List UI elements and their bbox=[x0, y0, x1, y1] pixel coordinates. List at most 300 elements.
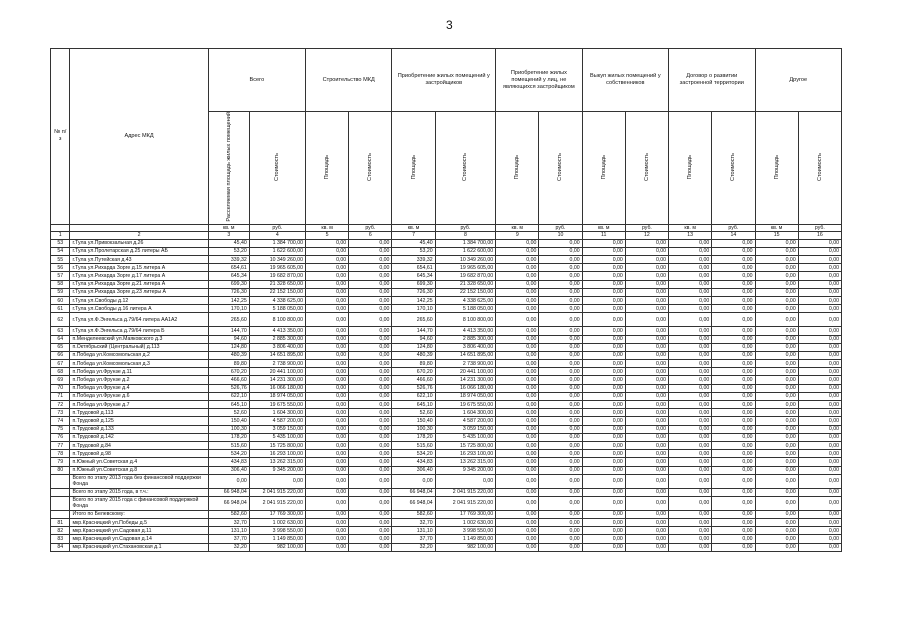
value-cell: 0,00 bbox=[669, 474, 712, 488]
value-cell: 480,39 bbox=[392, 351, 435, 359]
value-cell: 0,00 bbox=[625, 313, 668, 327]
value-cell: 0,00 bbox=[349, 368, 392, 376]
value-cell: 0,00 bbox=[496, 401, 539, 409]
value-cell: 14 651 895,00 bbox=[435, 351, 496, 359]
value-cell: 0,00 bbox=[669, 417, 712, 425]
table-row bbox=[51, 305, 842, 313]
value-cell: 0,00 bbox=[496, 247, 539, 255]
value-cell: 0,00 bbox=[625, 433, 668, 441]
value-cell: 0,00 bbox=[712, 519, 755, 527]
row-address-cell: г.Тула ул.Пролетарская д.25 литеры АБ bbox=[70, 247, 208, 255]
value-cell: 0,00 bbox=[625, 466, 668, 474]
row-number-cell: 61 bbox=[51, 305, 70, 313]
value-cell: 0,00 bbox=[669, 433, 712, 441]
group-header-other: Другое bbox=[755, 49, 842, 112]
col-header-address: Адрес МКД bbox=[70, 49, 208, 225]
value-cell: 2 885 300,00 bbox=[249, 335, 305, 343]
value-cell: 0,00 bbox=[582, 384, 625, 392]
table-row bbox=[51, 441, 842, 449]
value-cell: 15 725 800,00 bbox=[249, 441, 305, 449]
value-cell: 0,00 bbox=[582, 433, 625, 441]
value-cell: 0,00 bbox=[755, 288, 798, 296]
column-number-cell: 2 bbox=[70, 232, 208, 240]
group-header-construction: Строительство МКД bbox=[305, 49, 391, 112]
value-cell: 0,00 bbox=[755, 343, 798, 351]
value-cell: 17 769 300,00 bbox=[249, 510, 305, 518]
value-cell: 14 651 895,00 bbox=[249, 351, 305, 359]
value-cell: 0,00 bbox=[798, 313, 841, 327]
value-cell: 0,00 bbox=[625, 343, 668, 351]
value-cell: 0,00 bbox=[669, 335, 712, 343]
row-number-cell: 69 bbox=[51, 376, 70, 384]
value-cell: 89,80 bbox=[208, 360, 249, 368]
column-number-cell: 13 bbox=[669, 232, 712, 240]
value-cell: 0,00 bbox=[625, 474, 668, 488]
value-cell: 0,00 bbox=[755, 401, 798, 409]
value-cell: 0,00 bbox=[305, 510, 348, 518]
unit-cell: руб. bbox=[435, 224, 496, 232]
value-cell: 0,00 bbox=[669, 384, 712, 392]
value-cell: 2 041 915 220,00 bbox=[249, 496, 305, 510]
table-row bbox=[51, 425, 842, 433]
value-cell: 0,00 bbox=[582, 450, 625, 458]
unit-cell-empty bbox=[51, 224, 70, 232]
row-address-cell: п.Южный ул.Советская д.4 bbox=[70, 458, 208, 466]
value-cell: 0,00 bbox=[582, 280, 625, 288]
value-cell: 0,00 bbox=[625, 417, 668, 425]
table-row bbox=[51, 247, 842, 255]
row-number-cell: 62 bbox=[51, 313, 70, 327]
value-cell: 15 725 800,00 bbox=[435, 441, 496, 449]
value-cell: 339,32 bbox=[208, 256, 249, 264]
value-cell: 0,00 bbox=[798, 288, 841, 296]
value-cell: 1 604 300,00 bbox=[435, 409, 496, 417]
value-cell: 0,00 bbox=[305, 441, 348, 449]
value-cell: 0,00 bbox=[625, 488, 668, 496]
value-cell: 45,40 bbox=[392, 239, 435, 247]
group-header-developer-purchase: Приобретение жилых помещений у застройщиков bbox=[392, 49, 496, 112]
value-cell: 18 974 050,00 bbox=[435, 392, 496, 400]
value-cell: 265,60 bbox=[208, 313, 249, 327]
value-cell: 0,00 bbox=[669, 527, 712, 535]
value-cell: 0,00 bbox=[305, 392, 348, 400]
value-cell: 0,00 bbox=[712, 335, 755, 343]
value-cell: 10 349 260,00 bbox=[249, 256, 305, 264]
value-cell: 699,30 bbox=[392, 280, 435, 288]
value-cell: 0,00 bbox=[712, 239, 755, 247]
row-number-cell: 81 bbox=[51, 519, 70, 527]
row-address-cell: Всего по этапу 2015 года с финансовой поддержкой Фонда bbox=[70, 496, 208, 510]
value-cell: 0,00 bbox=[539, 466, 582, 474]
column-number-cell: 8 bbox=[435, 232, 496, 240]
value-cell: 1 384 700,00 bbox=[435, 239, 496, 247]
table-row bbox=[51, 335, 842, 343]
value-cell: 0,00 bbox=[755, 351, 798, 359]
value-cell: 0,00 bbox=[712, 401, 755, 409]
column-number-cell: 7 bbox=[392, 232, 435, 240]
value-cell: 0,00 bbox=[496, 288, 539, 296]
value-cell: 0,00 bbox=[625, 368, 668, 376]
value-cell: 19 682 870,00 bbox=[249, 272, 305, 280]
header-row-units bbox=[51, 224, 842, 232]
value-cell: 4 587 200,00 bbox=[249, 417, 305, 425]
value-cell: 0,00 bbox=[625, 272, 668, 280]
group-header-nondeveloper-purchase: Приобретение жилых помещений у лиц, не являющихся застройщиком bbox=[496, 49, 582, 112]
value-cell: 0,00 bbox=[798, 264, 841, 272]
row-number-cell bbox=[51, 496, 70, 510]
value-cell: 0,00 bbox=[755, 392, 798, 400]
value-cell: 0,00 bbox=[496, 384, 539, 392]
value-cell: 0,00 bbox=[349, 296, 392, 304]
value-cell: 0,00 bbox=[582, 264, 625, 272]
value-cell: 0,00 bbox=[712, 327, 755, 335]
table-row bbox=[51, 327, 842, 335]
value-cell: 0,00 bbox=[712, 313, 755, 327]
row-number-cell: 72 bbox=[51, 401, 70, 409]
value-cell: 16 066 180,00 bbox=[249, 384, 305, 392]
value-cell: 19 965 605,00 bbox=[249, 264, 305, 272]
value-cell: 0,00 bbox=[582, 409, 625, 417]
table-row bbox=[51, 543, 842, 551]
value-cell: 0,00 bbox=[582, 458, 625, 466]
value-cell: 0,00 bbox=[798, 535, 841, 543]
value-cell: 0,00 bbox=[582, 401, 625, 409]
value-cell: 4 413 350,00 bbox=[435, 327, 496, 335]
value-cell: 0,00 bbox=[712, 296, 755, 304]
row-number-cell: 84 bbox=[51, 543, 70, 551]
value-cell: 14 231 300,00 bbox=[435, 376, 496, 384]
sub-header-label: Стоимость bbox=[730, 152, 737, 181]
value-cell: 0,00 bbox=[496, 376, 539, 384]
value-cell: 0,00 bbox=[305, 288, 348, 296]
value-cell: 5 188 050,00 bbox=[249, 305, 305, 313]
value-cell: 0,00 bbox=[539, 280, 582, 288]
table-row bbox=[51, 280, 842, 288]
value-cell: 0,00 bbox=[625, 496, 668, 510]
value-cell: 0,00 bbox=[208, 474, 249, 488]
value-cell: 0,00 bbox=[755, 368, 798, 376]
value-cell: 0,00 bbox=[349, 510, 392, 518]
value-cell: 16 066 180,00 bbox=[435, 384, 496, 392]
value-cell: 0,00 bbox=[798, 450, 841, 458]
value-cell: 3 806 400,00 bbox=[249, 343, 305, 351]
sub-header-cell bbox=[625, 112, 668, 225]
value-cell: 0,00 bbox=[755, 527, 798, 535]
value-cell: 0,00 bbox=[669, 247, 712, 255]
value-cell: 2 041 915 220,00 bbox=[435, 496, 496, 510]
value-cell: 0,00 bbox=[582, 296, 625, 304]
unit-cell: руб. bbox=[249, 224, 305, 232]
value-cell: 0,00 bbox=[349, 256, 392, 264]
value-cell: 0,00 bbox=[712, 256, 755, 264]
value-cell: 0,00 bbox=[582, 535, 625, 543]
value-cell: 0,00 bbox=[496, 392, 539, 400]
value-cell: 3 998 550,00 bbox=[435, 527, 496, 535]
value-cell: 0,00 bbox=[669, 239, 712, 247]
table-row bbox=[51, 496, 842, 510]
value-cell: 0,00 bbox=[582, 488, 625, 496]
value-cell: 0,00 bbox=[305, 376, 348, 384]
value-cell: 645,34 bbox=[392, 272, 435, 280]
table-row bbox=[51, 368, 842, 376]
value-cell: 0,00 bbox=[625, 409, 668, 417]
row-address-cell: п.Октябрьский (Центральный) д.113 bbox=[70, 343, 208, 351]
value-cell: 0,00 bbox=[625, 450, 668, 458]
column-number-cell: 9 bbox=[496, 232, 539, 240]
sub-header-cell bbox=[669, 112, 712, 225]
row-address-cell: п.Победа ул.Фрунзе д.2 bbox=[70, 376, 208, 384]
value-cell: 0,00 bbox=[349, 474, 392, 488]
value-cell: 0,00 bbox=[496, 488, 539, 496]
row-address-cell: п.Трудовой д.84 bbox=[70, 441, 208, 449]
value-cell: 0,00 bbox=[305, 527, 348, 535]
value-cell: 0,00 bbox=[496, 335, 539, 343]
row-address-cell: п.Трудовой д.142 bbox=[70, 433, 208, 441]
value-cell: 0,00 bbox=[625, 327, 668, 335]
row-number-cell: 56 bbox=[51, 264, 70, 272]
value-cell: 10 349 260,00 bbox=[435, 256, 496, 264]
value-cell: 0,00 bbox=[496, 409, 539, 417]
value-cell: 0,00 bbox=[496, 425, 539, 433]
value-cell: 2 885 300,00 bbox=[435, 335, 496, 343]
sub-header-cell bbox=[392, 112, 435, 225]
value-cell: 0,00 bbox=[755, 543, 798, 551]
value-cell: 0,00 bbox=[496, 433, 539, 441]
value-cell: 32,20 bbox=[208, 543, 249, 551]
value-cell: 0,00 bbox=[349, 527, 392, 535]
value-cell: 0,00 bbox=[305, 417, 348, 425]
row-address-cell: п.Трудовой д.125 bbox=[70, 417, 208, 425]
row-address-cell: п.Трудовой д.98 bbox=[70, 450, 208, 458]
value-cell: 0,00 bbox=[798, 360, 841, 368]
row-address-cell: п.Победа ул.Фрунзе д.6 bbox=[70, 392, 208, 400]
row-address-cell: г.Тула ул.Путейская д.43 bbox=[70, 256, 208, 264]
value-cell: 0,00 bbox=[712, 272, 755, 280]
table-row bbox=[51, 392, 842, 400]
value-cell: 18 974 050,00 bbox=[249, 392, 305, 400]
value-cell: 0,00 bbox=[798, 425, 841, 433]
value-cell: 0,00 bbox=[669, 296, 712, 304]
value-cell: 0,00 bbox=[249, 474, 305, 488]
value-cell: 0,00 bbox=[798, 351, 841, 359]
row-address-cell: п.Менделеевский ул.Маяковского д.3 bbox=[70, 335, 208, 343]
value-cell: 0,00 bbox=[712, 247, 755, 255]
row-address-cell: п.Победа ул.Комсомольская д.3 bbox=[70, 360, 208, 368]
value-cell: 0,00 bbox=[305, 256, 348, 264]
sub-header-label: Стоимость bbox=[462, 152, 469, 181]
value-cell: 0,00 bbox=[305, 351, 348, 359]
table-row bbox=[51, 409, 842, 417]
row-address-cell: п.Южный ул.Советская д.8 bbox=[70, 466, 208, 474]
value-cell: 144,70 bbox=[208, 327, 249, 335]
table-row bbox=[51, 288, 842, 296]
value-cell: 0,00 bbox=[349, 392, 392, 400]
column-number-cell: 6 bbox=[349, 232, 392, 240]
value-cell: 3 998 550,00 bbox=[249, 527, 305, 535]
sub-header-cell bbox=[249, 112, 305, 225]
value-cell: 89,80 bbox=[392, 360, 435, 368]
value-cell: 0,00 bbox=[582, 313, 625, 327]
value-cell: 45,40 bbox=[208, 239, 249, 247]
value-cell: 0,00 bbox=[496, 264, 539, 272]
value-cell: 0,00 bbox=[798, 488, 841, 496]
value-cell: 582,60 bbox=[208, 510, 249, 518]
row-number-cell: 64 bbox=[51, 335, 70, 343]
value-cell: 534,20 bbox=[392, 450, 435, 458]
value-cell: 32,20 bbox=[392, 543, 435, 551]
value-cell: 0,00 bbox=[305, 360, 348, 368]
value-cell: 306,40 bbox=[208, 466, 249, 474]
value-cell: 0,00 bbox=[669, 305, 712, 313]
row-number-cell: 76 bbox=[51, 433, 70, 441]
sub-header-label: Стоимость bbox=[816, 152, 823, 181]
value-cell: 0,00 bbox=[712, 535, 755, 543]
sub-header-label: Стоимость bbox=[367, 152, 374, 181]
value-cell: 0,00 bbox=[712, 351, 755, 359]
value-cell: 22 152 150,00 bbox=[435, 288, 496, 296]
value-cell: 0,00 bbox=[349, 441, 392, 449]
value-cell: 0,00 bbox=[305, 239, 348, 247]
table-row bbox=[51, 264, 842, 272]
value-cell: 0,00 bbox=[755, 305, 798, 313]
value-cell: 726,30 bbox=[208, 288, 249, 296]
value-cell: 0,00 bbox=[755, 360, 798, 368]
value-cell: 5 188 050,00 bbox=[435, 305, 496, 313]
value-cell: 0,00 bbox=[798, 343, 841, 351]
unit-cell: руб. bbox=[712, 224, 755, 232]
value-cell: 0,00 bbox=[712, 343, 755, 351]
value-cell: 0,00 bbox=[305, 313, 348, 327]
row-number-cell: 57 bbox=[51, 272, 70, 280]
value-cell: 2 041 915 220,00 bbox=[435, 488, 496, 496]
value-cell: 0,00 bbox=[669, 327, 712, 335]
value-cell: 0,00 bbox=[496, 327, 539, 335]
value-cell: 0,00 bbox=[539, 425, 582, 433]
sub-header-cell bbox=[798, 112, 841, 225]
row-number-cell: 73 bbox=[51, 409, 70, 417]
value-cell: 0,00 bbox=[349, 376, 392, 384]
value-cell: 0,00 bbox=[625, 360, 668, 368]
value-cell: 2 738 900,00 bbox=[435, 360, 496, 368]
value-cell: 0,00 bbox=[582, 417, 625, 425]
value-cell: 0,00 bbox=[582, 272, 625, 280]
value-cell: 0,00 bbox=[349, 384, 392, 392]
value-cell: 8 100 800,00 bbox=[435, 313, 496, 327]
value-cell: 0,00 bbox=[755, 466, 798, 474]
value-cell: 0,00 bbox=[435, 474, 496, 488]
value-cell: 0,00 bbox=[496, 239, 539, 247]
value-cell: 0,00 bbox=[798, 296, 841, 304]
row-address-cell: Всего по этапу 2013 года без финансовой поддержки Фонда bbox=[70, 474, 208, 488]
column-number-cell: 11 bbox=[582, 232, 625, 240]
value-cell: 66 948,04 bbox=[392, 488, 435, 496]
value-cell: 0,00 bbox=[712, 264, 755, 272]
value-cell: 0,00 bbox=[625, 376, 668, 384]
row-address-cell: п.Трудовой д.133 bbox=[70, 425, 208, 433]
value-cell: 0,00 bbox=[625, 401, 668, 409]
value-cell: 0,00 bbox=[755, 335, 798, 343]
column-number-cell: 5 bbox=[305, 232, 348, 240]
value-cell: 0,00 bbox=[539, 510, 582, 518]
value-cell: 22 152 150,00 bbox=[249, 288, 305, 296]
value-cell: 19 682 870,00 bbox=[435, 272, 496, 280]
table-row bbox=[51, 376, 842, 384]
sub-header-label: Площадь bbox=[687, 154, 694, 179]
value-cell: 0,00 bbox=[712, 417, 755, 425]
row-address-cell: Всего по этапу 2015 года, в т.ч.: bbox=[70, 488, 208, 496]
sub-header-cell bbox=[305, 112, 348, 225]
value-cell: 466,60 bbox=[392, 376, 435, 384]
value-cell: 0,00 bbox=[755, 239, 798, 247]
value-cell: 645,34 bbox=[208, 272, 249, 280]
value-cell: 53,20 bbox=[208, 247, 249, 255]
value-cell: 0,00 bbox=[305, 466, 348, 474]
value-cell: 13 262 315,00 bbox=[249, 458, 305, 466]
value-cell: 0,00 bbox=[305, 247, 348, 255]
value-cell: 726,30 bbox=[392, 288, 435, 296]
value-cell: 0,00 bbox=[305, 543, 348, 551]
value-cell: 142,25 bbox=[392, 296, 435, 304]
value-cell: 144,70 bbox=[392, 327, 435, 335]
value-cell: 0,00 bbox=[539, 313, 582, 327]
value-cell: 0,00 bbox=[755, 280, 798, 288]
value-cell: 0,00 bbox=[712, 488, 755, 496]
value-cell: 0,00 bbox=[349, 239, 392, 247]
value-cell: 622,10 bbox=[392, 392, 435, 400]
value-cell: 0,00 bbox=[539, 433, 582, 441]
value-cell: 0,00 bbox=[582, 543, 625, 551]
table-row bbox=[51, 239, 842, 247]
value-cell: 0,00 bbox=[669, 272, 712, 280]
value-cell: 0,00 bbox=[712, 280, 755, 288]
table-row bbox=[51, 256, 842, 264]
value-cell: 0,00 bbox=[539, 527, 582, 535]
value-cell: 66 948,04 bbox=[392, 496, 435, 510]
column-number-cell: 14 bbox=[712, 232, 755, 240]
value-cell: 0,00 bbox=[349, 458, 392, 466]
value-cell: 0,00 bbox=[755, 425, 798, 433]
row-number-cell: 67 bbox=[51, 360, 70, 368]
value-cell: 0,00 bbox=[712, 425, 755, 433]
row-number-cell: 78 bbox=[51, 450, 70, 458]
value-cell: 0,00 bbox=[798, 458, 841, 466]
row-number-cell: 59 bbox=[51, 288, 70, 296]
group-header-owner-buyout: Выкуп жилых помещений у собственников bbox=[582, 49, 668, 112]
value-cell: 526,76 bbox=[208, 384, 249, 392]
column-number-cell: 4 bbox=[249, 232, 305, 240]
value-cell: 0,00 bbox=[755, 496, 798, 510]
value-cell: 0,00 bbox=[755, 327, 798, 335]
value-cell: 0,00 bbox=[496, 474, 539, 488]
value-cell: 645,10 bbox=[392, 401, 435, 409]
value-cell: 0,00 bbox=[798, 409, 841, 417]
value-cell: 0,00 bbox=[582, 360, 625, 368]
value-cell: 0,00 bbox=[755, 535, 798, 543]
unit-cell: кв. м bbox=[669, 224, 712, 232]
table-row bbox=[51, 466, 842, 474]
value-cell: 170,10 bbox=[392, 305, 435, 313]
value-cell: 0,00 bbox=[755, 376, 798, 384]
value-cell: 0,00 bbox=[798, 247, 841, 255]
value-cell: 0,00 bbox=[582, 368, 625, 376]
value-cell: 0,00 bbox=[625, 296, 668, 304]
value-cell: 4 587 200,00 bbox=[435, 417, 496, 425]
value-cell: 53,20 bbox=[392, 247, 435, 255]
sub-header-area: Расселяемая площадь жилых помещений bbox=[208, 112, 249, 225]
value-cell: 0,00 bbox=[625, 543, 668, 551]
value-cell: 0,00 bbox=[305, 535, 348, 543]
value-cell: 0,00 bbox=[669, 368, 712, 376]
